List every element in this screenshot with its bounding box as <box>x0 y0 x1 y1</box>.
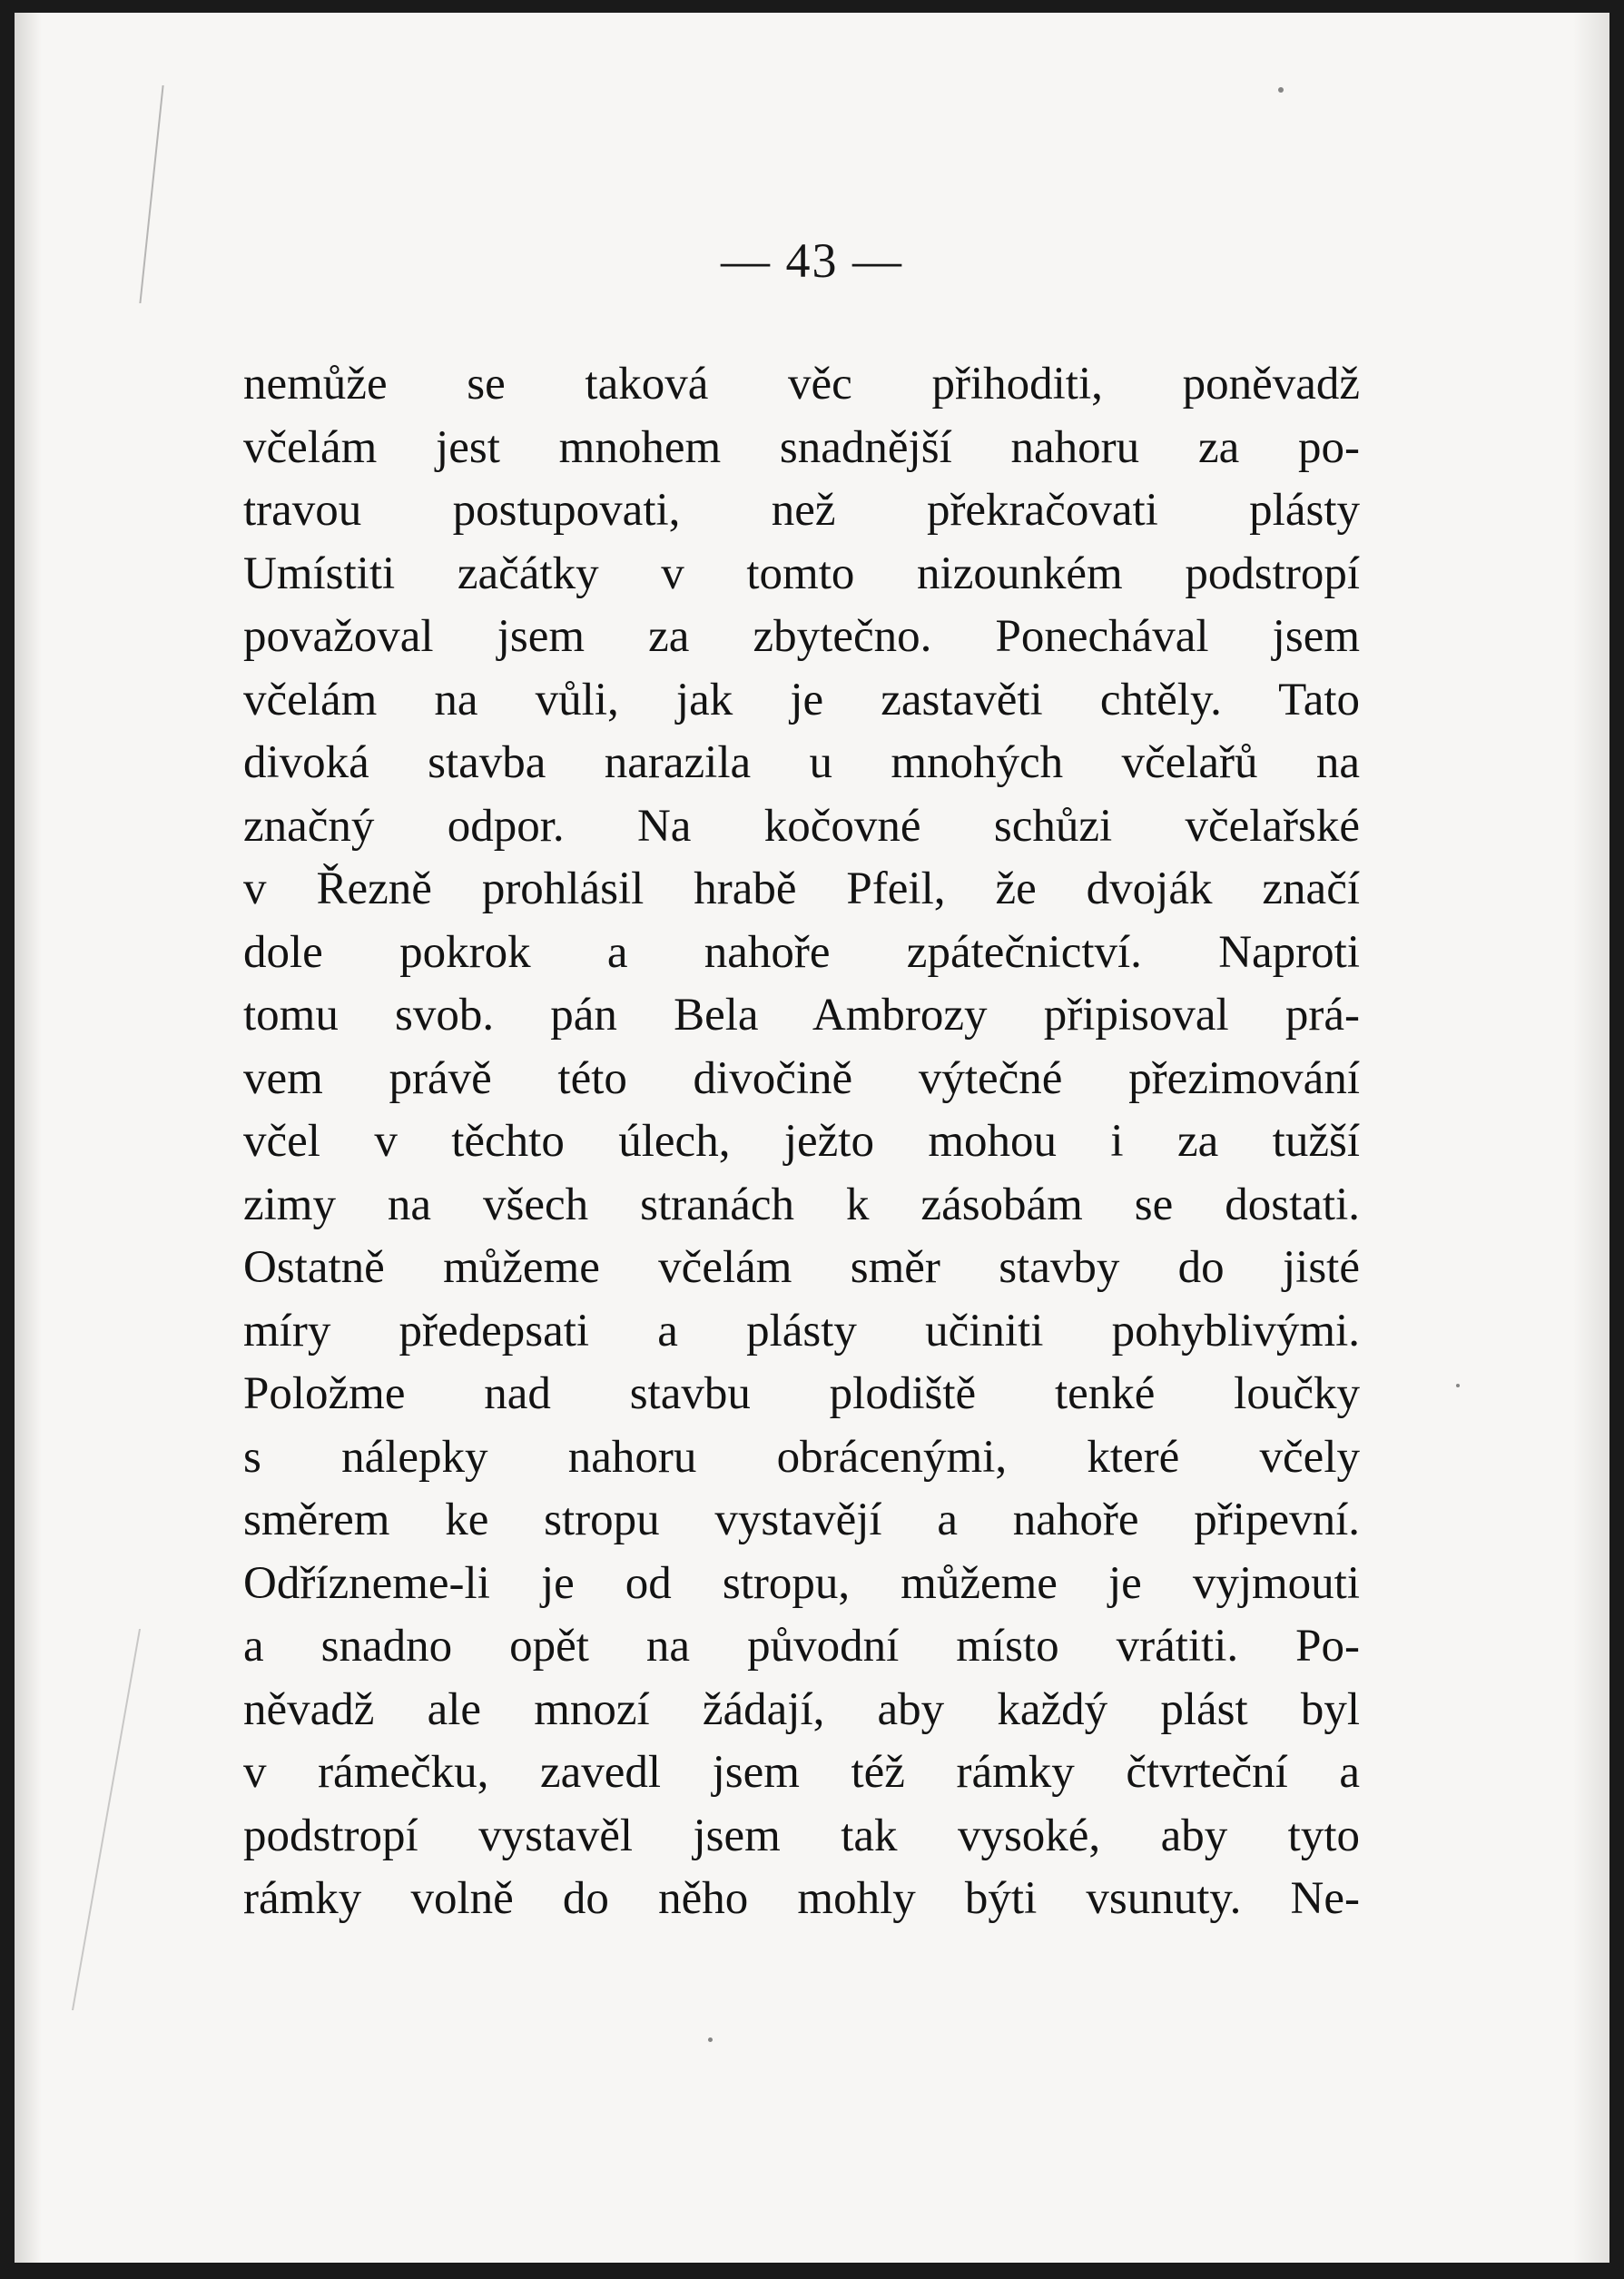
page-number: — 43 — <box>721 233 903 288</box>
body-text <box>243 353 1360 1931</box>
text-line: směrem ke stropu vystavějí a nahoře připevní. <box>243 1495 1360 1545</box>
text-line: divoká stavba narazila u mnohých včelařů na <box>243 737 1360 788</box>
text-line: tomu svob. pán Bela Ambrozy připisoval prá- <box>243 990 1360 1041</box>
text-line: rámky volně do něho mohly býti vsunuty. Ne- <box>243 1873 1360 1924</box>
ink-speck <box>1278 87 1284 93</box>
text-line: včel v těchto úlech, ježto mohou i za tužší <box>243 1116 1360 1167</box>
ink-speck <box>708 2037 713 2042</box>
book-page <box>15 13 1609 2263</box>
text-line: považoval jsem za zbytečno. Ponechával jsem <box>243 611 1360 662</box>
text-line: travou postupovati, než překračovati plásty <box>243 485 1360 536</box>
text-line: včelám jest mnohem snadnější nahoru za po- <box>243 421 1360 473</box>
text-line: podstropí vystavěl jsem tak vysoké, aby tyto <box>243 1810 1360 1861</box>
text-line: míry předepsati a plásty učiniti pohyblivými. <box>243 1305 1360 1357</box>
text-line: nemůže se taková věc přihoditi, poněvadž <box>243 359 1360 409</box>
text-line: a snadno opět na původní místo vrátiti. Po- <box>243 1621 1360 1672</box>
text-line: značný odpor. Na kočovné schůzi včelařské <box>243 800 1360 852</box>
text-line: dole pokrok a nahoře zpátečnictví. Naproti <box>243 926 1360 978</box>
text-line: Umístiti začátky v tomto nizounkém podstropí <box>243 548 1360 599</box>
text-line: s nálepky nahoru obrácenými, které včely <box>243 1431 1360 1483</box>
text-line: Ostatně můžeme včelám směr stavby do jisté <box>243 1242 1360 1293</box>
text-line: Odřízneme-li je od stropu, můžeme je vyjmouti <box>243 1557 1360 1609</box>
text-line: včelám na vůli, jak je zastavěti chtěly. Tato <box>243 674 1360 725</box>
text-line: v Řezně prohlásil hrabě Pfeil, že dvoják značí <box>243 863 1360 914</box>
text-line: zimy na všech stranách k zásobám se dostati. <box>243 1179 1360 1230</box>
text-line: vem právě této divočině výtečné přezimování <box>243 1052 1360 1104</box>
text-line: něvadž ale mnozí žádají, aby každý plást byl <box>243 1683 1360 1735</box>
text-line: Položme nad stavbu plodiště tenké loučky <box>243 1368 1360 1419</box>
ink-speck <box>1456 1384 1460 1387</box>
text-line: v rámečku, zavedl jsem též rámky čtvrteční a <box>243 1747 1360 1798</box>
scan-artifact <box>72 1629 159 2010</box>
